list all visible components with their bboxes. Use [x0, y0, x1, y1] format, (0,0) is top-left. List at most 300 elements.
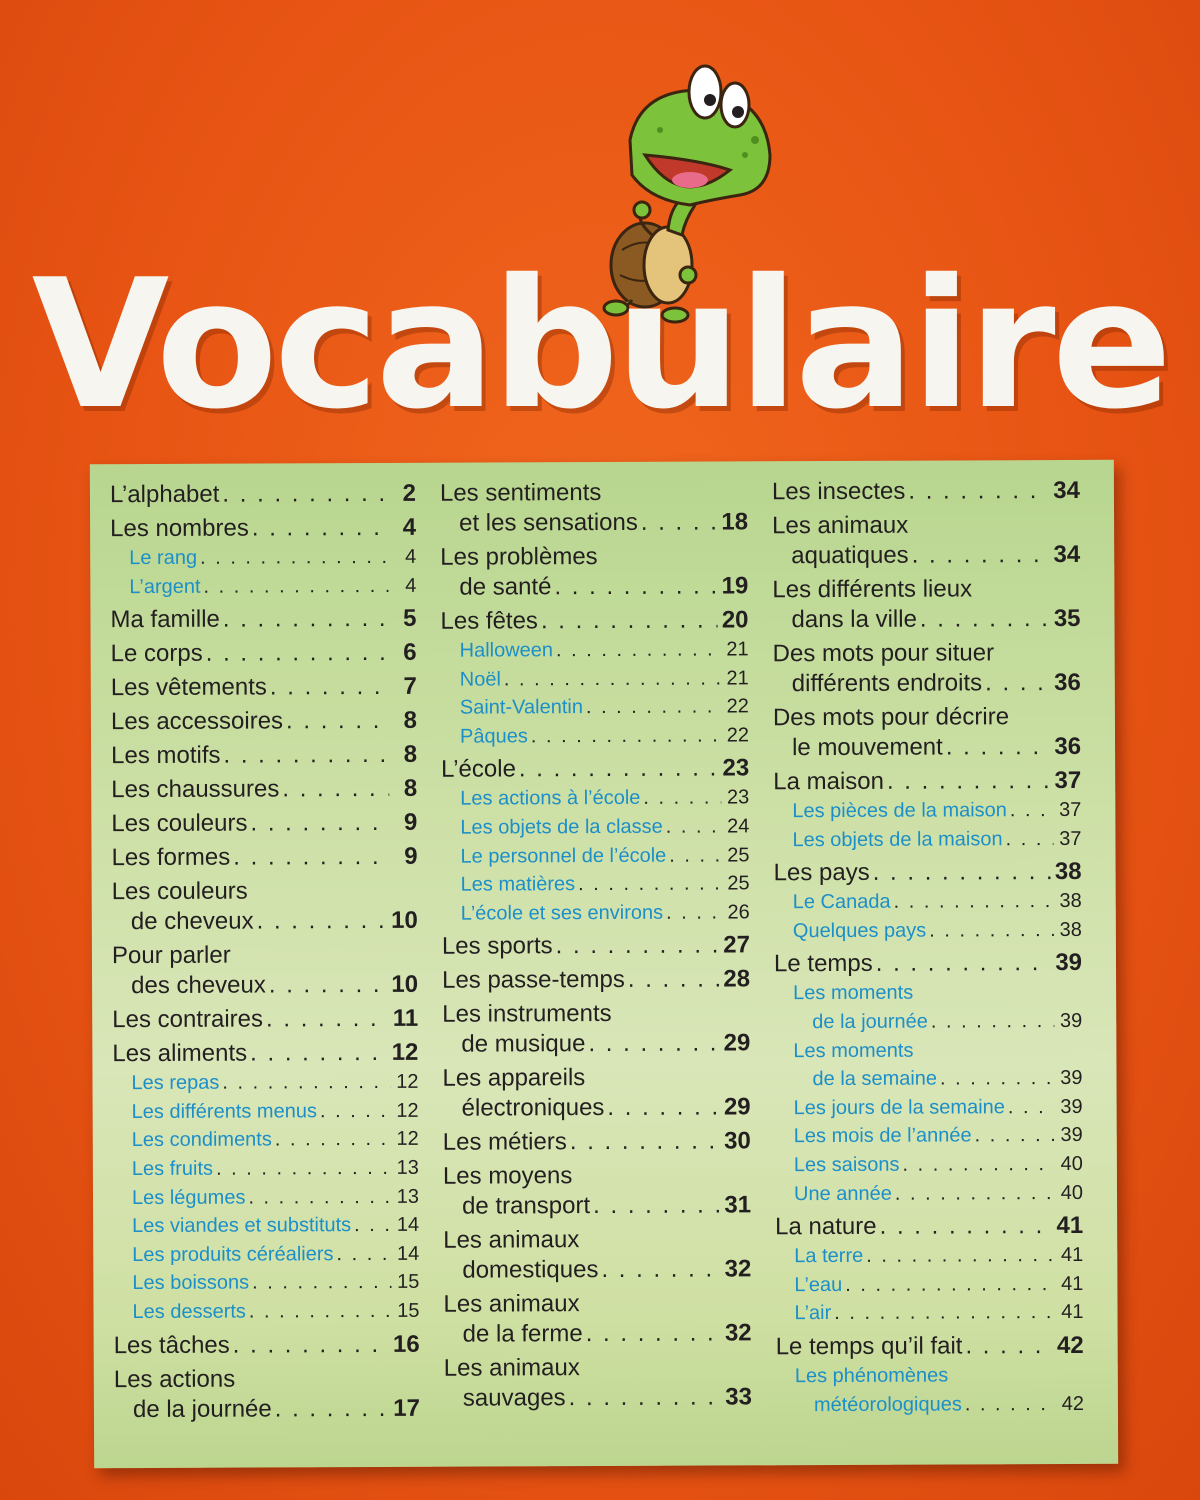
table-of-contents-panel — [90, 460, 1118, 1468]
toc-subentry[interactable] — [441, 721, 749, 751]
toc-page-number: 26 — [727, 901, 750, 924]
toc-page-number: 4 — [405, 545, 417, 568]
dot-leader — [275, 1125, 391, 1154]
dot-leader — [541, 606, 718, 637]
toc-page-number: 38 — [1059, 890, 1082, 913]
dot-leader — [250, 1038, 388, 1069]
toc-entry[interactable] — [110, 604, 416, 635]
toc-entry[interactable] — [443, 1127, 751, 1158]
dot-leader — [222, 479, 388, 510]
toc-entry-label: Les vêtements — [110, 673, 267, 702]
toc-entry-label: Les boissons — [132, 1271, 250, 1295]
toc-page-number: 21 — [726, 666, 749, 690]
toc-entry-label: Le personnel de l’école — [460, 844, 667, 868]
toc-entry-label: Les actions à l’école — [460, 787, 641, 811]
toc-page-number: 39 — [1059, 1009, 1083, 1032]
toc-page-number: 37 — [1054, 766, 1082, 795]
toc-subentry[interactable] — [112, 1068, 418, 1098]
toc-entry-label: Les aliments — [112, 1039, 248, 1068]
toc-entry[interactable] — [443, 1161, 751, 1222]
toc-entry-label: Les matières — [460, 873, 576, 896]
toc-page-number: 5 — [403, 605, 417, 633]
dot-leader — [320, 1097, 391, 1126]
toc-page-number: 12 — [391, 1038, 419, 1067]
dot-leader — [556, 931, 720, 962]
dot-leader — [965, 1331, 1053, 1361]
toc-entry-label: Les animaux — [443, 1226, 580, 1255]
toc-entry-label: Une année — [793, 1182, 892, 1205]
toc-subentry[interactable] — [774, 916, 1082, 946]
toc-entry-label: Les contraires — [112, 1005, 264, 1034]
toc-page-number: 12 — [396, 1128, 419, 1151]
toc-entry-label: L’école — [441, 755, 516, 784]
toc-entry-label: Les différents menus — [131, 1100, 317, 1123]
dot-leader — [1010, 796, 1054, 825]
page-title — [31, 240, 1169, 450]
toc-subentry[interactable] — [775, 1121, 1083, 1151]
toc-entry[interactable] — [442, 931, 750, 962]
toc-entry-label: Les moyens — [442, 1162, 573, 1191]
toc-entry-label: Les objets de la classe — [460, 815, 663, 839]
dot-leader — [628, 965, 720, 995]
dot-leader — [249, 1297, 392, 1326]
toc-entry[interactable] — [111, 740, 417, 771]
toc-entry-label: Les sentiments — [439, 479, 602, 507]
dot-leader — [975, 1121, 1055, 1150]
toc-subentry[interactable] — [113, 1182, 419, 1212]
dot-leader — [248, 1182, 391, 1211]
toc-page-number: 42 — [1056, 1331, 1084, 1359]
toc-subentry[interactable] — [776, 1361, 1084, 1420]
toc-entry[interactable] — [773, 638, 1081, 699]
toc-subentry[interactable] — [775, 1150, 1083, 1180]
toc-entry[interactable] — [440, 477, 748, 538]
toc-entry-label: Les pièces de la maison — [792, 799, 1007, 823]
toc-entry[interactable] — [772, 476, 1080, 507]
toc-entry[interactable] — [110, 513, 416, 544]
toc-entry[interactable] — [111, 842, 417, 873]
toc-entry[interactable] — [111, 774, 417, 805]
dot-leader — [876, 948, 1052, 979]
dot-leader — [519, 754, 719, 785]
toc-entry-label: Les animaux — [443, 1290, 580, 1319]
toc-entry-label: Les différents lieux — [772, 575, 973, 604]
toc-page-number: 39 — [1055, 949, 1083, 977]
toc-subentry[interactable] — [775, 1298, 1083, 1328]
toc-page-number: 38 — [1054, 858, 1082, 886]
toc-entry-label: sauvages — [462, 1384, 566, 1412]
toc-page-number: 36 — [1054, 668, 1081, 697]
toc-page-number: 37 — [1059, 827, 1082, 850]
dot-leader — [1006, 825, 1054, 854]
toc-entry[interactable] — [111, 672, 417, 703]
toc-entry-label: Noël — [459, 668, 501, 691]
toc-column-3 — [772, 472, 1084, 1419]
toc-page-number: 14 — [396, 1242, 420, 1265]
toc-entry-label: Les fêtes — [440, 607, 538, 635]
toc-subentry[interactable] — [441, 635, 749, 665]
toc-page-number: 19 — [721, 572, 749, 600]
toc-entry-label: le mouvement — [791, 733, 943, 762]
toc-entry-label: Les couleurs — [111, 809, 248, 838]
toc-subentry[interactable] — [773, 825, 1081, 855]
toc-entry-label: Des mots pour décrire — [772, 703, 1010, 732]
toc-entry-label: de la semaine — [812, 1067, 938, 1091]
toc-entry-label: Les problèmes — [440, 543, 598, 571]
toc-entry-label: de santé — [459, 573, 552, 601]
toc-page-number: 28 — [723, 965, 751, 993]
dot-leader — [504, 664, 721, 694]
toc-page-number: 23 — [726, 786, 750, 809]
toc-page-number: 33 — [725, 1383, 752, 1411]
toc-entry-label: électroniques — [461, 1094, 605, 1122]
toc-entry-label: Quelques pays — [792, 919, 927, 942]
toc-subentry[interactable] — [774, 887, 1082, 917]
toc-entry-label: Les nombres — [110, 514, 249, 543]
toc-subentry[interactable] — [110, 571, 416, 601]
dot-leader — [354, 1211, 391, 1240]
toc-page-number: 22 — [726, 724, 750, 747]
dot-leader — [641, 508, 718, 538]
toc-entry-label: La maison — [773, 767, 884, 796]
toc-entry-label: Les desserts — [132, 1300, 246, 1323]
dot-leader — [586, 693, 721, 722]
toc-entry-label: Saint-Valentin — [459, 696, 583, 719]
toc-page-number: 14 — [396, 1213, 420, 1237]
toc-page-number: 7 — [403, 673, 417, 701]
toc-page-number: 25 — [727, 843, 750, 867]
toc-page-number: 21 — [726, 638, 749, 661]
dot-leader — [200, 543, 388, 572]
dot-leader — [929, 916, 1054, 945]
dot-leader — [266, 1004, 389, 1035]
toc-page-number: 34 — [1053, 540, 1081, 569]
dot-leader — [233, 842, 389, 873]
toc-entry-label: Les légumes — [131, 1186, 246, 1209]
toc-subentry[interactable] — [110, 543, 416, 573]
toc-entry-label: aquatiques — [791, 541, 909, 570]
toc-page-number: 36 — [1054, 732, 1082, 761]
toc-entry-label: Le temps — [773, 950, 873, 978]
dot-leader — [887, 766, 1051, 797]
dot-leader — [257, 906, 388, 937]
toc-subentry[interactable] — [441, 693, 749, 723]
toc-entry-label: Les produits céréaliers — [132, 1242, 334, 1266]
toc-page-number: 32 — [724, 1319, 752, 1347]
toc-entry-label: Les actions — [113, 1365, 236, 1393]
toc-page-number: 41 — [1061, 1272, 1084, 1295]
dot-leader — [556, 635, 721, 664]
toc-entry[interactable] — [112, 1004, 418, 1035]
toc-entry-label: différents endroits — [791, 669, 983, 698]
toc-entry[interactable] — [443, 1289, 751, 1350]
toc-entry-label: Les formes — [111, 843, 231, 872]
toc-entry[interactable] — [772, 574, 1080, 635]
toc-entry[interactable] — [442, 999, 750, 1060]
toc-entry-label: Les repas — [131, 1071, 220, 1095]
toc-entry-label: La nature — [775, 1212, 877, 1241]
toc-entry-label: Les fruits — [131, 1157, 214, 1181]
toc-subentry[interactable] — [442, 870, 750, 900]
toc-entry-label: L’argent — [129, 575, 201, 598]
toc-subentry[interactable] — [113, 1125, 419, 1155]
toc-entry[interactable] — [443, 1225, 751, 1286]
toc-entry-label: Les passe-temps — [442, 966, 625, 995]
dot-leader — [601, 1255, 720, 1286]
toc-page-number: 20 — [721, 606, 749, 634]
toc-page-number: 39 — [1060, 1067, 1083, 1090]
toc-subentry[interactable] — [113, 1268, 419, 1298]
dot-leader — [252, 513, 388, 544]
toc-page-number: 35 — [1053, 604, 1081, 633]
toc-page-number: 15 — [397, 1299, 420, 1322]
toc-entry-label: de la journée — [812, 1010, 928, 1034]
toc-entry-label: dans la ville — [791, 605, 917, 634]
toc-entry[interactable] — [774, 948, 1082, 979]
toc-entry-label: Les saisons — [793, 1153, 900, 1177]
dot-leader — [908, 476, 1049, 507]
toc-entry-label: Les animaux — [443, 1354, 580, 1383]
toc-page-number: 9 — [404, 843, 418, 871]
toc-entry-label: Les métiers — [442, 1128, 567, 1157]
dot-leader — [940, 1064, 1055, 1093]
toc-entry-label: Les mois de l’année — [793, 1124, 972, 1148]
toc-entry[interactable] — [110, 479, 416, 510]
dot-leader — [643, 784, 721, 813]
toc-page-number: 29 — [723, 1029, 751, 1057]
toc-subentry[interactable] — [775, 1178, 1083, 1208]
toc-page-number: 34 — [1053, 476, 1080, 505]
toc-entry[interactable] — [773, 766, 1081, 797]
dot-leader — [946, 732, 1051, 762]
dot-leader — [895, 1179, 1055, 1208]
toc-page-number: 41 — [1056, 1212, 1084, 1240]
toc-entry-label: Le corps — [110, 639, 203, 668]
toc-entry[interactable] — [111, 638, 417, 669]
dot-leader — [920, 604, 1050, 635]
toc-entry[interactable] — [111, 706, 417, 737]
dot-leader — [593, 1191, 720, 1222]
toc-entry-label: Les pays — [773, 859, 870, 887]
toc-entry-label: et les sensations — [459, 508, 638, 537]
toc-entry-label: Halloween — [459, 639, 554, 662]
dot-leader — [250, 808, 389, 839]
toc-entry-label: de transport — [461, 1192, 591, 1220]
toc-entry-label: Des mots pour situer — [772, 639, 995, 668]
toc-subentry[interactable] — [113, 1097, 419, 1127]
toc-page-number: 23 — [722, 754, 750, 782]
toc-entry-label: L’alphabet — [109, 480, 220, 509]
toc-entry[interactable] — [114, 1329, 420, 1360]
toc-entry-label: de musique — [461, 1030, 586, 1058]
toc-entry[interactable] — [444, 1353, 752, 1414]
toc-page-number: 25 — [727, 872, 750, 895]
toc-entry[interactable] — [442, 1063, 750, 1124]
dot-leader — [570, 1127, 720, 1158]
toc-page-number: 10 — [391, 906, 418, 935]
toc-entry-label: Les motifs — [111, 741, 221, 770]
dot-leader — [270, 672, 389, 703]
dot-leader — [206, 638, 389, 669]
dot-leader — [588, 1029, 719, 1060]
dot-leader — [666, 812, 722, 841]
toc-entry[interactable] — [773, 702, 1081, 763]
toc-page-number: 39 — [1060, 1095, 1083, 1118]
dot-leader — [554, 572, 717, 603]
toc-page-number: 13 — [396, 1185, 420, 1208]
toc-entry-label: Les accessoires — [110, 707, 284, 736]
dot-leader — [222, 1068, 390, 1097]
toc-entry-label: Le rang — [129, 546, 198, 570]
toc-page-number: 24 — [727, 815, 750, 838]
toc-column-2 — [440, 473, 752, 1414]
toc-subentry[interactable] — [773, 796, 1081, 826]
toc-entry[interactable] — [442, 965, 750, 996]
dot-leader — [873, 857, 1051, 888]
toc-entry-label: domestiques — [462, 1256, 599, 1284]
toc-subentry[interactable] — [775, 1270, 1083, 1300]
toc-subentry[interactable] — [113, 1297, 419, 1327]
toc-subentry[interactable] — [113, 1154, 419, 1184]
toc-entry-label: Les sports — [441, 932, 553, 961]
toc-entry[interactable] — [111, 808, 417, 839]
dot-leader — [252, 1268, 391, 1297]
dot-leader — [233, 1329, 389, 1360]
toc-entry-label: Les tâches — [113, 1331, 230, 1359]
toc-entry-label: Les objets de la maison — [792, 827, 1003, 851]
toc-page-number: 29 — [723, 1093, 751, 1121]
toc-entry-label: Les phénomènes — [794, 1364, 949, 1388]
toc-page-number: 13 — [396, 1156, 419, 1179]
dot-leader — [282, 774, 389, 804]
toc-entry[interactable] — [112, 940, 418, 1001]
toc-entry-label: Les viandes et substituts — [132, 1214, 352, 1238]
toc-page-number: 22 — [726, 695, 749, 718]
toc-entry[interactable] — [441, 754, 749, 785]
toc-page-number: 31 — [724, 1191, 752, 1219]
toc-page-number: 38 — [1059, 918, 1082, 941]
toc-page-number: 17 — [393, 1394, 420, 1422]
toc-entry-label: Pâques — [459, 725, 528, 748]
toc-entry-label: Ma famille — [110, 605, 220, 634]
toc-column-1 — [110, 475, 420, 1425]
toc-entry-label: météorologiques — [813, 1392, 962, 1416]
dot-leader — [203, 572, 388, 601]
dot-leader — [985, 668, 1050, 698]
toc-entry[interactable] — [440, 605, 748, 636]
toc-subentry[interactable] — [441, 841, 749, 871]
toc-page-number: 30 — [724, 1127, 751, 1155]
toc-entry-label: Les instruments — [442, 1000, 612, 1029]
toc-page-number: 9 — [403, 809, 418, 837]
dot-leader — [894, 887, 1054, 916]
toc-subentry[interactable] — [775, 1093, 1083, 1123]
toc-entry-label: Pour parler — [111, 941, 231, 970]
toc-entry-label: Les condiments — [131, 1128, 272, 1152]
toc-page-number: 37 — [1059, 798, 1082, 822]
dot-leader — [834, 1298, 1055, 1328]
toc-page-number: 6 — [403, 639, 417, 667]
dot-leader — [569, 1383, 722, 1414]
toc-entry[interactable] — [772, 510, 1080, 571]
dot-leader — [275, 1393, 390, 1423]
toc-subentry[interactable] — [113, 1240, 419, 1270]
dot-leader — [931, 1007, 1054, 1036]
toc-page-number: 2 — [402, 479, 417, 507]
dot-leader — [866, 1241, 1055, 1270]
toc-entry-label: des cheveux — [131, 971, 266, 1000]
toc-page-number: 12 — [396, 1070, 419, 1094]
toc-page-number: 42 — [1061, 1392, 1084, 1415]
toc-entry[interactable] — [112, 876, 418, 937]
toc-subentry[interactable] — [774, 1035, 1082, 1094]
toc-entry-label: L’école et ses environs — [460, 901, 664, 925]
toc-entry[interactable] — [112, 1038, 418, 1069]
toc-entry[interactable] — [114, 1363, 420, 1424]
toc-entry[interactable] — [775, 1211, 1083, 1242]
dot-leader — [336, 1240, 391, 1269]
dot-leader — [669, 841, 721, 870]
toc-entry-label: Les moments — [793, 1039, 914, 1062]
toc-page-number: 8 — [403, 775, 418, 803]
dot-leader — [269, 970, 388, 1001]
toc-page-number: 15 — [397, 1271, 420, 1294]
toc-page-number: 41 — [1060, 1244, 1084, 1267]
toc-entry[interactable] — [774, 857, 1082, 888]
toc-entry-label: Le temps qu’il fait — [775, 1332, 963, 1361]
toc-subentry[interactable] — [113, 1211, 419, 1241]
toc-page-number: 8 — [403, 707, 417, 735]
dot-leader — [845, 1270, 1055, 1300]
toc-page-number: 12 — [396, 1099, 419, 1122]
toc-subentry[interactable] — [442, 898, 750, 928]
toc-page-number: 10 — [391, 970, 419, 999]
toc-subentry[interactable] — [774, 978, 1082, 1037]
toc-subentry[interactable] — [441, 664, 749, 694]
dot-leader — [902, 1150, 1054, 1179]
toc-page-number: 4 — [402, 513, 417, 541]
toc-subentry[interactable] — [775, 1241, 1083, 1271]
page-title-text: Vocabulaire — [31, 241, 1169, 448]
toc-entry-label: L’eau — [794, 1273, 843, 1296]
toc-page-number: 32 — [724, 1255, 752, 1283]
toc-entry-label: de la journée — [132, 1394, 272, 1423]
toc-entry[interactable] — [440, 541, 748, 602]
toc-page-number: 18 — [721, 508, 749, 536]
toc-page-number: 40 — [1060, 1152, 1083, 1175]
dot-leader — [223, 740, 389, 771]
toc-entry-label: de cheveux — [130, 907, 254, 936]
toc-entry-label: Les couleurs — [111, 877, 248, 906]
toc-entry[interactable] — [776, 1331, 1084, 1362]
toc-entry-label: Les animaux — [772, 511, 909, 540]
dot-leader — [965, 1390, 1056, 1419]
toc-page-number: 41 — [1061, 1301, 1084, 1324]
toc-entry-label: Le Canada — [792, 890, 891, 914]
dot-leader — [286, 706, 389, 736]
toc-page-number: 40 — [1060, 1181, 1084, 1204]
dot-leader — [666, 898, 722, 927]
toc-subentry[interactable] — [441, 812, 749, 842]
toc-entry-label: Les appareils — [442, 1064, 586, 1093]
toc-entry-label: L’air — [794, 1302, 832, 1325]
dot-leader — [578, 870, 722, 899]
toc-entry-label: Les moments — [793, 982, 914, 1005]
toc-subentry[interactable] — [441, 784, 749, 814]
toc-page-number: 11 — [392, 1004, 419, 1033]
toc-page-number: 39 — [1060, 1124, 1083, 1147]
toc-page-number: 16 — [392, 1330, 420, 1358]
